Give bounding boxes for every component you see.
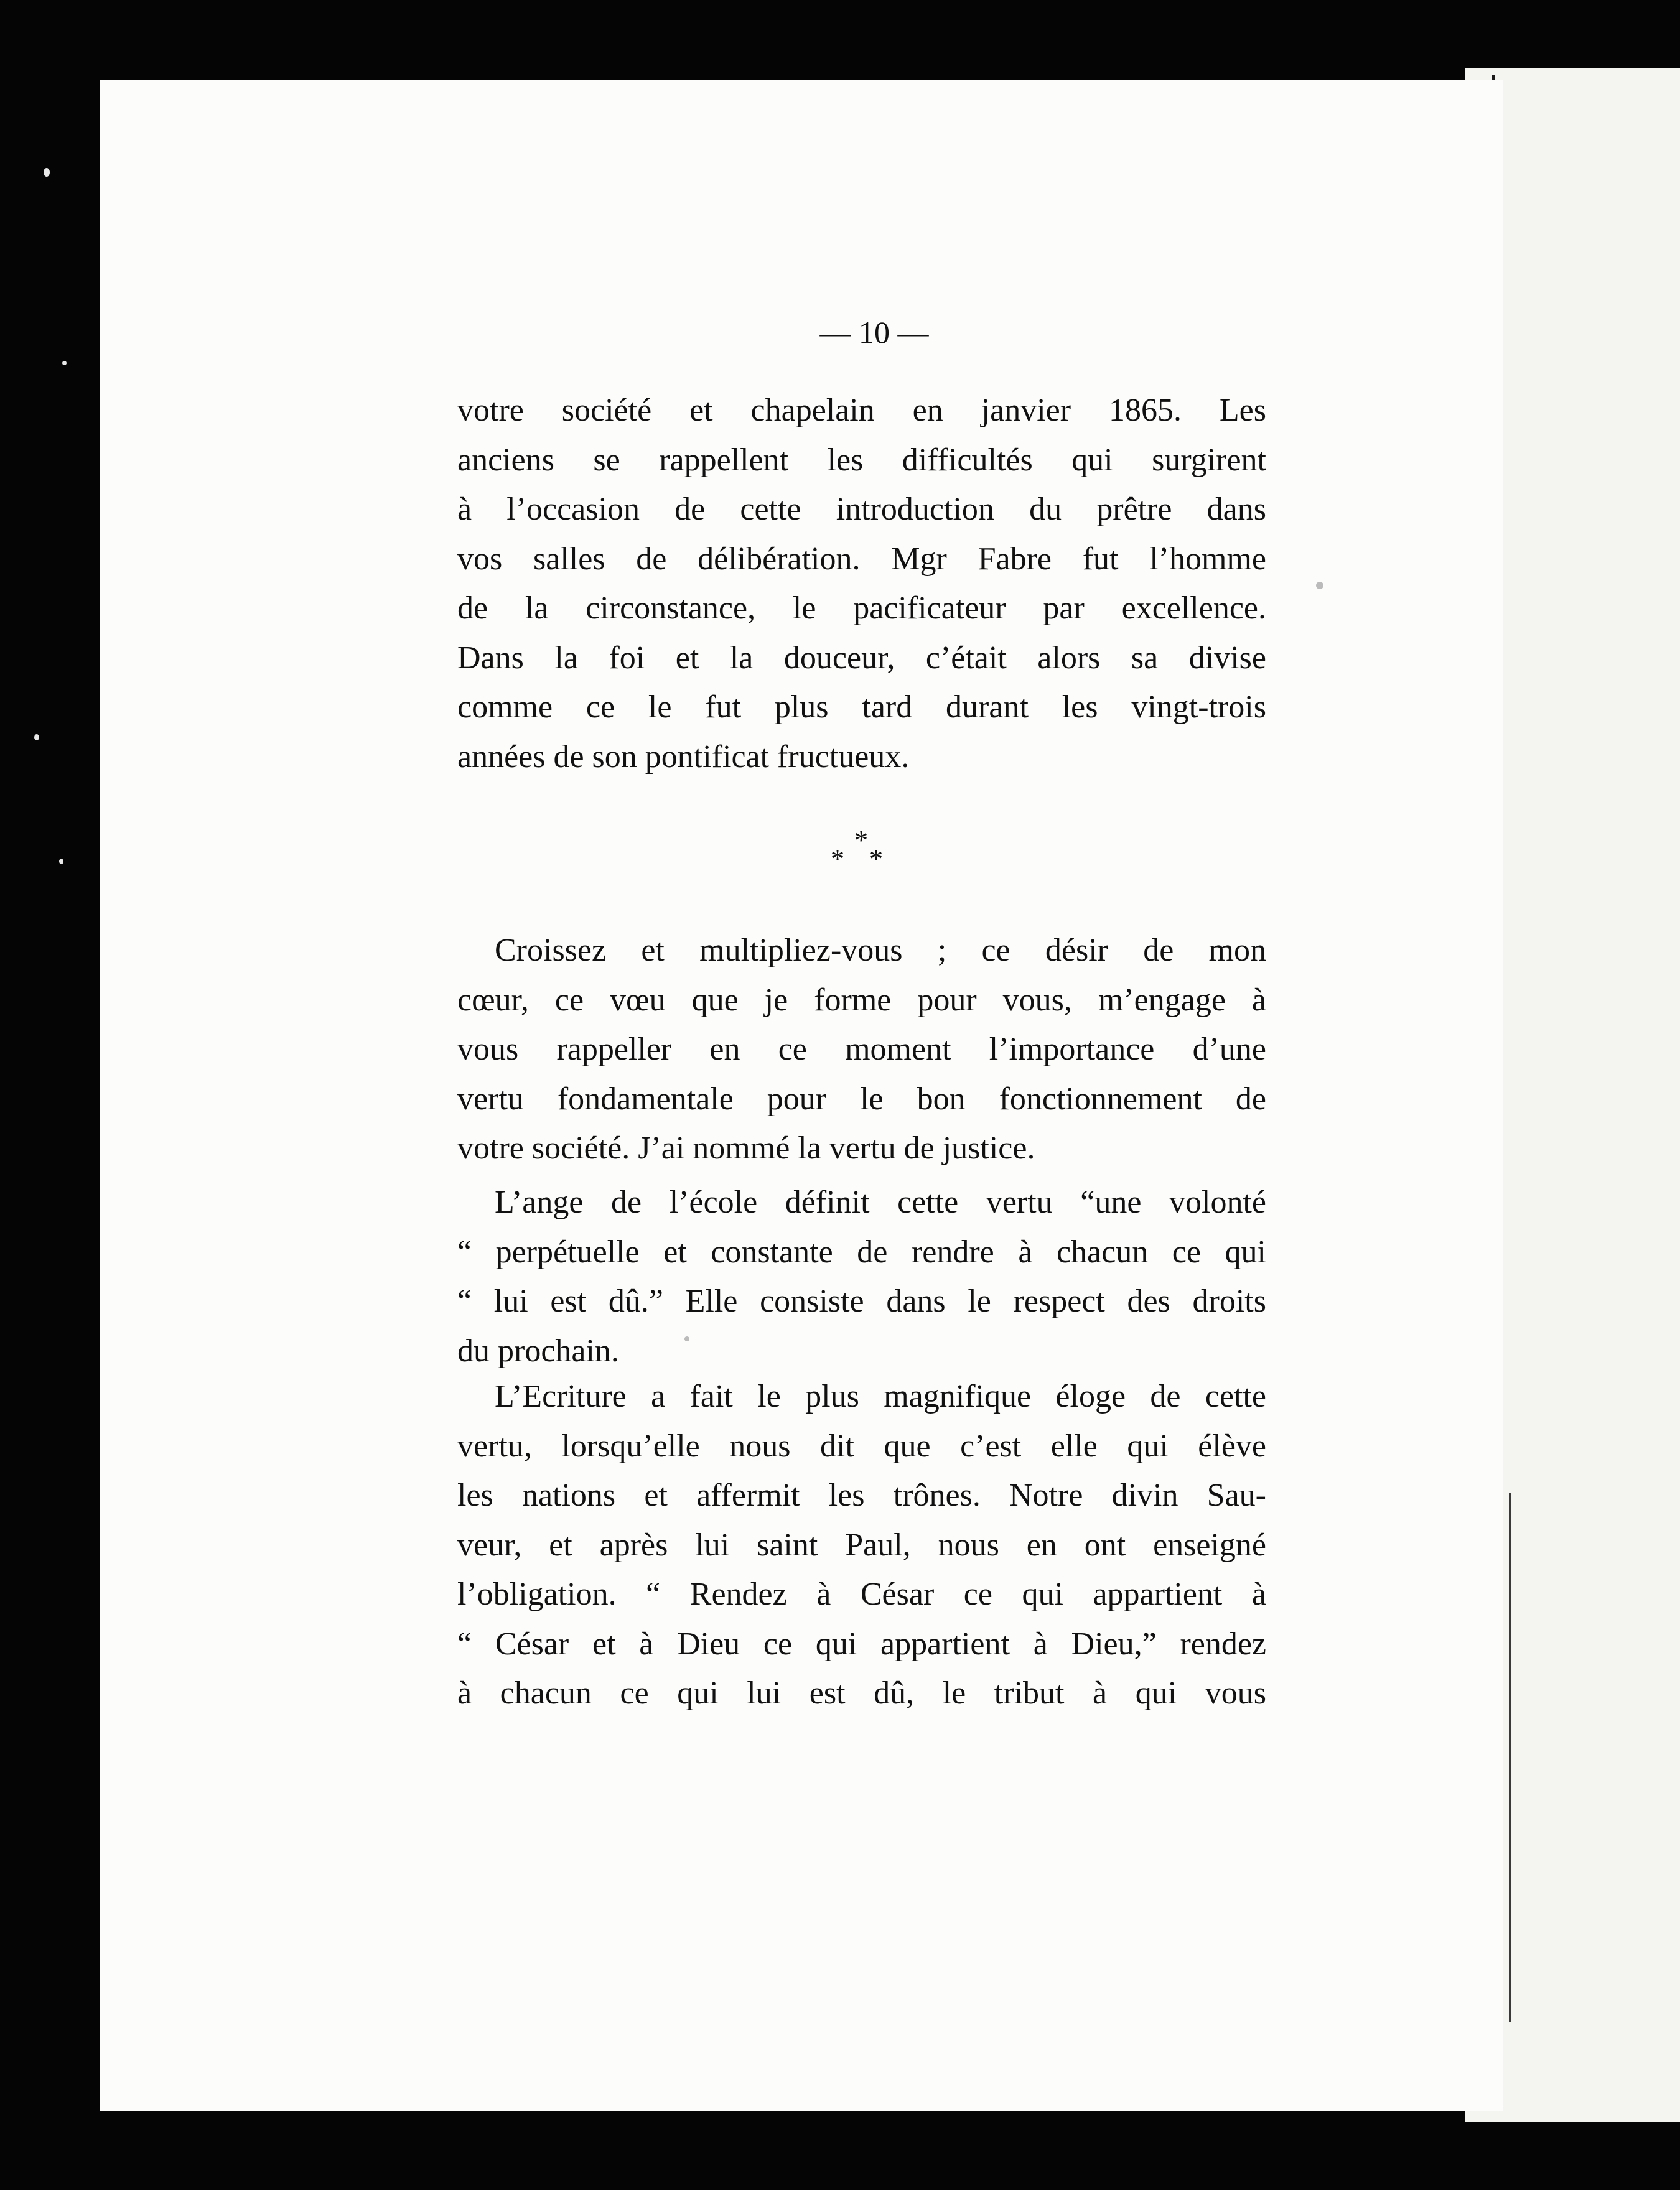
page-edge-shadow [1509, 1493, 1511, 2022]
text-line: Croissez et multipliez-vous ; ce désir de mon [495, 933, 1266, 968]
text-line: de la circonstance, le pacificateur par excellence. [457, 590, 1266, 626]
page-number: — 10 — [819, 315, 929, 350]
text-line: cœur, ce vœu que je forme pour vous, m’engage à [457, 982, 1266, 1018]
text-line: Dans la foi et la douceur, c’était alors sa divise [457, 640, 1266, 676]
text-line: années de son pontificat fructueux. [457, 739, 910, 775]
text-line: vertu, lorsqu’elle nous dit que c’est elle qui élève [457, 1428, 1266, 1464]
paragraph-scripture [457, 1372, 1266, 1718]
text-line: les nations et affermit les trônes. Notre divin Sau- [457, 1478, 1266, 1513]
text-line: “ perpétuelle et constante de rendre à chacun ce qui [457, 1234, 1266, 1270]
dust-speck [34, 734, 39, 740]
dust-speck [59, 859, 63, 864]
text-line: vertu fondamentale pour le bon fonctionnement de [457, 1081, 1266, 1117]
text-line: à l’occasion de cette introduction du prêtre dans [457, 492, 1266, 527]
paragraph-justice-intro [457, 926, 1266, 1173]
text-line: vous rappeller en ce moment l’importance d’une [457, 1032, 1266, 1067]
section-separator: * * * [831, 825, 883, 874]
text-line: vos salles de délibération. Mgr Fabre fut l’homme [457, 541, 1266, 577]
dust-speck [1316, 582, 1323, 589]
paragraph-definition [457, 1178, 1266, 1376]
text-line: L’Ecriture a fait le plus magnifique éloge de cette [495, 1379, 1266, 1414]
text-line: comme ce le fut plus tard durant les vingt-trois [457, 689, 1266, 725]
text-line: “ César et à Dieu ce qui appartient à Dieu,” rendez [457, 1626, 1266, 1662]
text-line: l’obligation. “ Rendez à César ce qui appartient à [457, 1577, 1266, 1612]
dust-speck [62, 361, 67, 365]
text-line: anciens se rappellent les difficultés qui surgirent [457, 442, 1266, 478]
text-line: votre société et chapelain en janvier 1865. Les [457, 393, 1266, 428]
text-line: veur, et après lui saint Paul, nous en ont enseigné [457, 1527, 1266, 1563]
text-line: à chacun ce qui lui est dû, le tribut à qui vous [457, 1675, 1266, 1711]
dust-speck [44, 168, 50, 177]
text-line: votre société. J’ai nommé la vertu de justice. [457, 1130, 1035, 1166]
text-line: du prochain. [457, 1333, 619, 1369]
text-line: “ lui est dû.” Elle consiste dans le respect des droits [457, 1284, 1266, 1319]
text-line: L’ange de l’école définit cette vertu “une volonté [495, 1185, 1266, 1220]
paragraph-continued [457, 386, 1266, 781]
